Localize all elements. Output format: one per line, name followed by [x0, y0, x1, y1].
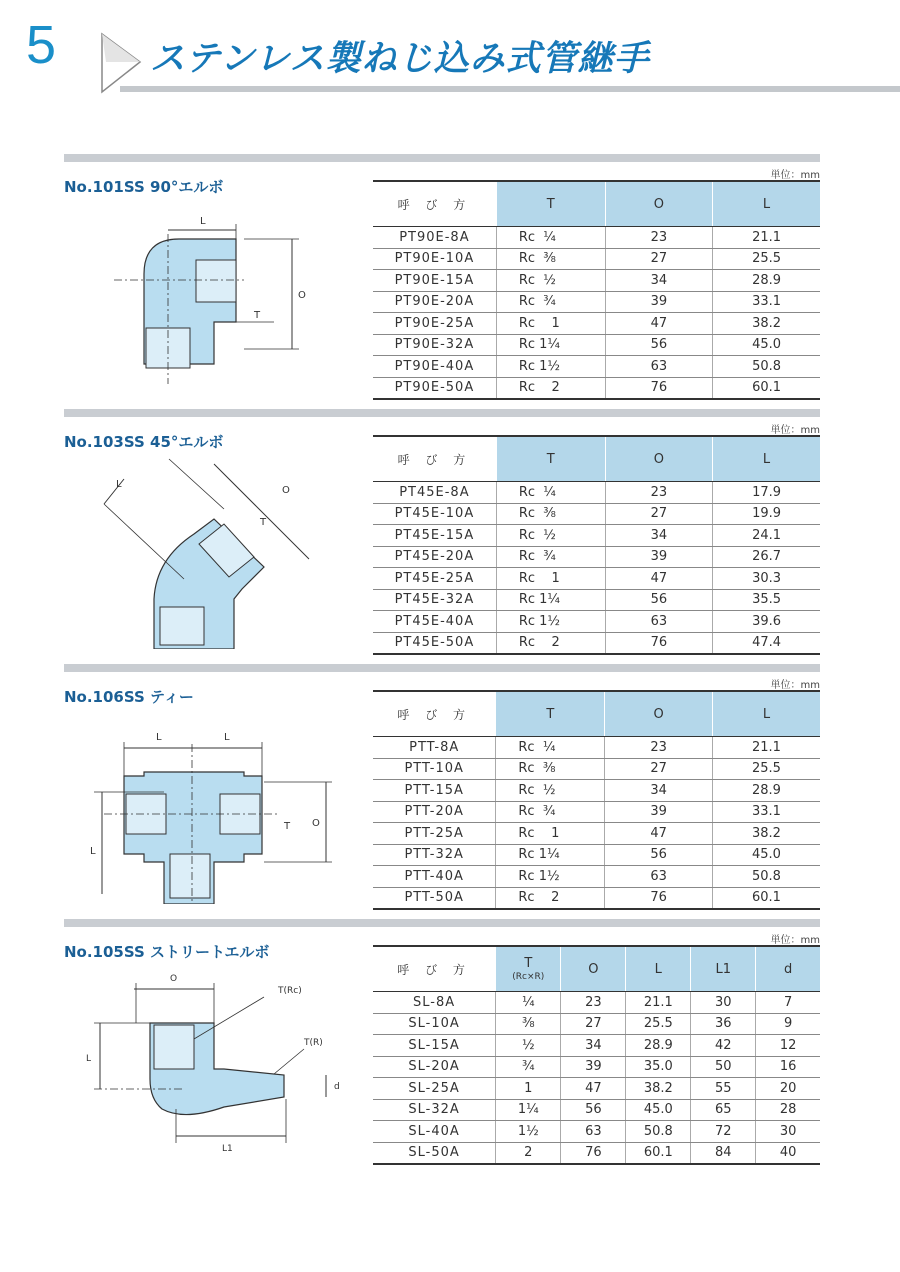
spec-cell: Rc 1 — [496, 823, 605, 845]
spec-cell: Rc 2 — [496, 377, 605, 399]
spec-cell: 33.1 — [713, 291, 820, 313]
spec-cell: 21.1 — [713, 227, 820, 249]
spec-cell: 42 — [691, 1035, 756, 1057]
svg-text:O: O — [312, 818, 320, 829]
part-number-cell: PT45E-10A — [373, 503, 496, 525]
svg-text:L: L — [116, 479, 122, 490]
spec-cell: 1¼ — [496, 1099, 561, 1121]
spec-cell: 50.8 — [713, 356, 820, 378]
table-row — [373, 1013, 820, 1035]
part-number-cell: SL-8A — [373, 992, 496, 1014]
table-row — [373, 1121, 820, 1143]
section-45-elbow — [64, 409, 820, 659]
spec-cell: 28 — [756, 1099, 820, 1121]
part-number-cell: SL-10A — [373, 1013, 496, 1035]
spec-cell: 27 — [605, 248, 713, 270]
spec-cell: 63 — [605, 356, 713, 378]
part-number-cell: PT45E-15A — [373, 525, 496, 547]
part-number-cell: SL-25A — [373, 1078, 496, 1100]
spec-cell: 35.0 — [626, 1056, 691, 1078]
spec-cell: 23 — [605, 227, 713, 249]
spec-cell: Rc ¼ — [496, 227, 605, 249]
unit-label: 単位：mm — [770, 425, 820, 436]
part-number-cell: PT90E-25A — [373, 313, 496, 335]
part-number-cell: PTT-25A — [373, 823, 496, 845]
part-number-cell: PT90E-32A — [373, 334, 496, 356]
spec-cell: Rc 1¼ — [496, 334, 605, 356]
spec-cell: 25.5 — [712, 758, 820, 780]
spec-cell: Rc ⅜ — [496, 758, 605, 780]
svg-text:T: T — [284, 821, 291, 832]
part-number-cell: PTT-20A — [373, 801, 496, 823]
svg-text:L: L — [86, 1054, 92, 1064]
spec-cell: 2 — [496, 1142, 561, 1164]
spec-cell: 63 — [605, 611, 713, 633]
svg-text:O: O — [298, 290, 306, 301]
part-number-cell: PT90E-10A — [373, 248, 496, 270]
spec-cell: 20 — [756, 1078, 820, 1100]
table-row — [373, 525, 820, 547]
part-number-cell: PT45E-20A — [373, 546, 496, 568]
spec-cell: 60.1 — [626, 1142, 691, 1164]
spec-cell: 28.9 — [626, 1035, 691, 1057]
spec-cell: ¼ — [496, 992, 561, 1014]
part-number-cell: PTT-8A — [373, 737, 496, 759]
spec-cell: 84 — [691, 1142, 756, 1164]
spec-cell: Rc 1 — [496, 568, 605, 590]
chapter-number: 5 — [26, 15, 57, 75]
table-row — [373, 844, 820, 866]
spec-cell: 1 — [496, 1078, 561, 1100]
spec-cell: 34 — [605, 780, 713, 802]
table-row — [373, 823, 820, 845]
table-row — [373, 1142, 820, 1164]
part-number-cell: SL-15A — [373, 1035, 496, 1057]
svg-text:d: d — [334, 1082, 340, 1092]
spec-cell: Rc 1¼ — [496, 589, 605, 611]
table-row — [373, 1056, 820, 1078]
spec-cell: 16 — [756, 1056, 820, 1078]
spec-cell: 76 — [605, 377, 713, 399]
spec-cell: Rc 1½ — [496, 356, 605, 378]
spec-cell: 56 — [561, 1099, 626, 1121]
table-row — [373, 546, 820, 568]
spec-cell: Rc 1½ — [496, 866, 605, 888]
section-rule — [64, 409, 820, 417]
spec-cell: Rc ¾ — [496, 801, 605, 823]
spec-cell: 30.3 — [713, 568, 820, 590]
spec-cell: 26.7 — [713, 546, 820, 568]
table-row — [373, 632, 820, 654]
spec-cell: 12 — [756, 1035, 820, 1057]
table-row — [373, 758, 820, 780]
table-row — [373, 248, 820, 270]
spec-cell: 27 — [561, 1013, 626, 1035]
spec-cell: Rc 2 — [496, 887, 605, 909]
svg-text:L: L — [200, 216, 206, 227]
spec-cell: Rc 1¼ — [496, 844, 605, 866]
spec-cell: ⅜ — [496, 1013, 561, 1035]
spec-cell: 36 — [691, 1013, 756, 1035]
spec-cell: 39 — [605, 546, 713, 568]
spec-cell: 7 — [756, 992, 820, 1014]
svg-text:T: T — [260, 517, 267, 528]
spec-cell: 40 — [756, 1142, 820, 1164]
part-number-cell: PT90E-50A — [373, 377, 496, 399]
spec-cell: Rc 1½ — [496, 611, 605, 633]
spec-cell: 56 — [605, 589, 713, 611]
spec-table-45-elbow: 呼 び 方 T O L PT45E-8A Rc ¼ 23 17.9 PT45E-10A Rc ⅜ 27 19.9 PT45E-15A Rc ½ 34 24.1 PT45E-20A Rc ¾ 39 26.7 PT45E-25A Rc 1 47 30.3 PT45E-32A Rc 1¼ 56 35.5 PT45E-40A Rc 1½ 63 39.6 PT45E-50A Rc 2 76 47.4 — [373, 435, 820, 655]
spec-cell: Rc 1 — [496, 313, 605, 335]
spec-cell: 63 — [561, 1121, 626, 1143]
spec-cell: Rc ¼ — [496, 737, 605, 759]
section-title: No.105SS ストリートエルボ — [64, 943, 270, 961]
street-elbow-diagram — [64, 959, 364, 1159]
table-row — [373, 801, 820, 823]
spec-table-street-elbow: 呼 び 方 T (Rc×R) O L L1 d SL-8A ¼ 23 21.1 30 7 SL-10A ⅜ 27 25.5 36 9 SL-15A ½ 34 28.9 42 12 SL-20A ¾ 39 35.0 50 16 SL-25A 1 47 38.2 55 20 SL-32A 1¼ 56 45.0 65 28 SL-40A 1½ 63 50.8 72 30 SL-50A 2 76 60.1 84 40 — [373, 945, 820, 1165]
spec-cell: 25.5 — [713, 248, 820, 270]
part-number-cell: SL-20A — [373, 1056, 496, 1078]
spec-cell: 60.1 — [712, 887, 820, 909]
section-title: No.103SS 45°エルボ — [64, 433, 224, 451]
part-number-cell: PTT-10A — [373, 758, 496, 780]
part-number-cell: PT90E-8A — [373, 227, 496, 249]
spec-cell: 50.8 — [626, 1121, 691, 1143]
table-row — [373, 992, 820, 1014]
svg-text:T(R): T(R) — [304, 1038, 323, 1048]
spec-cell: 45.0 — [626, 1099, 691, 1121]
part-number-cell: PTT-32A — [373, 844, 496, 866]
part-number-cell: PT45E-25A — [373, 568, 496, 590]
spec-cell: 23 — [605, 482, 713, 504]
table-row — [373, 482, 820, 504]
spec-cell: 28.9 — [713, 270, 820, 292]
spec-cell: Rc ⅜ — [496, 503, 605, 525]
svg-text:T(Rc): T(Rc) — [278, 986, 302, 996]
spec-cell: Rc 2 — [496, 632, 605, 654]
page-title: ステンレス製ねじ込み式管継手 — [150, 39, 650, 79]
table-row — [373, 866, 820, 888]
svg-text:O: O — [282, 485, 290, 496]
section-tee — [64, 664, 820, 914]
table-row — [373, 737, 820, 759]
spec-cell: 47 — [605, 313, 713, 335]
spec-table-tee: 呼 び 方 T O L PTT-8A Rc ¼ 23 21.1 PTT-10A Rc ⅜ 27 25.5 PTT-15A Rc ½ 34 28.9 PTT-20A Rc ¾ 39 33.1 PTT-25A Rc 1 47 38.2 PTT-32A Rc 1¼ 56 45.0 PTT-40A Rc 1½ 63 50.8 PTT-50A Rc 2 76 60.1 — [373, 690, 820, 910]
spec-cell: 47 — [605, 823, 713, 845]
spec-cell: 34 — [605, 270, 713, 292]
spec-cell: ¾ — [496, 1056, 561, 1078]
spec-cell: 27 — [605, 758, 713, 780]
part-number-cell: SL-50A — [373, 1142, 496, 1164]
spec-cell: 60.1 — [713, 377, 820, 399]
spec-cell: 45.0 — [712, 844, 820, 866]
spec-cell: Rc ¼ — [496, 482, 605, 504]
elbow-90-diagram — [64, 194, 364, 394]
spec-cell: 23 — [561, 992, 626, 1014]
spec-cell: 24.1 — [713, 525, 820, 547]
section-rule — [64, 154, 820, 162]
spec-cell: 34 — [605, 525, 713, 547]
svg-text:L1: L1 — [222, 1144, 233, 1154]
part-number-cell: PTT-15A — [373, 780, 496, 802]
table-row — [373, 780, 820, 802]
spec-cell: 1½ — [496, 1121, 561, 1143]
spec-cell: 76 — [605, 887, 713, 909]
unit-label: 単位：mm — [770, 935, 820, 946]
spec-cell: 38.2 — [626, 1078, 691, 1100]
table-row — [373, 377, 820, 399]
section-street-elbow — [64, 919, 820, 1169]
section-rule — [64, 664, 820, 672]
svg-text:O: O — [170, 974, 178, 984]
section-90-elbow — [64, 154, 820, 404]
spec-cell: 47 — [561, 1078, 626, 1100]
spec-cell: 76 — [561, 1142, 626, 1164]
spec-cell: 35.5 — [713, 589, 820, 611]
spec-cell: Rc ½ — [496, 525, 605, 547]
table-row — [373, 611, 820, 633]
section-title: No.106SS ティー — [64, 688, 194, 706]
unit-label: 単位：mm — [770, 170, 820, 181]
svg-text:L: L — [90, 846, 96, 857]
spec-cell: 39 — [605, 291, 713, 313]
spec-cell: 56 — [605, 844, 713, 866]
table-row — [373, 227, 820, 249]
spec-table-90-elbow: 呼 び 方 T O L PT90E-8A Rc ¼ 23 21.1 PT90E-10A Rc ⅜ 27 25.5 PT90E-15A Rc ½ 34 28.9 PT90E-20A Rc ¾ 39 33.1 PT90E-25A Rc 1 47 38.2 PT90E-32A Rc 1¼ 56 45.0 PT90E-40A Rc 1½ 63 50.8 PT90E-50A Rc 2 76 60.1 — [373, 180, 820, 400]
part-number-cell: PTT-40A — [373, 866, 496, 888]
spec-cell: 76 — [605, 632, 713, 654]
part-number-cell: PT45E-50A — [373, 632, 496, 654]
spec-cell: 28.9 — [712, 780, 820, 802]
spec-cell: 9 — [756, 1013, 820, 1035]
spec-cell: 72 — [691, 1121, 756, 1143]
table-row — [373, 887, 820, 909]
spec-cell: 47 — [605, 568, 713, 590]
spec-cell: 63 — [605, 866, 713, 888]
spec-cell: 21.1 — [626, 992, 691, 1014]
spec-cell: 23 — [605, 737, 713, 759]
spec-cell: 25.5 — [626, 1013, 691, 1035]
spec-cell: 34 — [561, 1035, 626, 1057]
spec-cell: 47.4 — [713, 632, 820, 654]
spec-cell: 56 — [605, 334, 713, 356]
spec-cell: Rc ½ — [496, 270, 605, 292]
spec-cell: 38.2 — [713, 313, 820, 335]
spec-cell: 39.6 — [713, 611, 820, 633]
table-row — [373, 1099, 820, 1121]
table-row — [373, 589, 820, 611]
spec-cell: 27 — [605, 503, 713, 525]
spec-cell: Rc ⅜ — [496, 248, 605, 270]
spec-cell: 17.9 — [713, 482, 820, 504]
spec-cell: 55 — [691, 1078, 756, 1100]
table-row — [373, 291, 820, 313]
table-row — [373, 503, 820, 525]
part-number-cell: PT90E-20A — [373, 291, 496, 313]
part-number-cell: PT45E-8A — [373, 482, 496, 504]
spec-cell: 65 — [691, 1099, 756, 1121]
section-rule — [64, 919, 820, 927]
section-title: No.101SS 90°エルボ — [64, 178, 224, 196]
spec-cell: 19.9 — [713, 503, 820, 525]
part-number-cell: SL-40A — [373, 1121, 496, 1143]
unit-label: 単位：mm — [770, 680, 820, 691]
table-row — [373, 568, 820, 590]
spec-cell: 39 — [561, 1056, 626, 1078]
spec-cell: 30 — [756, 1121, 820, 1143]
table-row — [373, 270, 820, 292]
part-number-cell: PT45E-32A — [373, 589, 496, 611]
table-row — [373, 334, 820, 356]
table-row — [373, 1035, 820, 1057]
spec-cell: Rc ½ — [496, 780, 605, 802]
part-number-cell: PT90E-15A — [373, 270, 496, 292]
spec-cell: 39 — [605, 801, 713, 823]
svg-text:L: L — [224, 732, 230, 743]
spec-cell: 45.0 — [713, 334, 820, 356]
table-row — [373, 313, 820, 335]
spec-cell: 33.1 — [712, 801, 820, 823]
table-row — [373, 356, 820, 378]
spec-cell: Rc ¾ — [496, 291, 605, 313]
spec-cell: 50.8 — [712, 866, 820, 888]
table-row — [373, 1078, 820, 1100]
part-number-cell: PT90E-40A — [373, 356, 496, 378]
elbow-45-diagram — [64, 449, 364, 649]
spec-cell: 30 — [691, 992, 756, 1014]
spec-cell: ½ — [496, 1035, 561, 1057]
svg-text:T: T — [254, 310, 261, 321]
part-number-cell: SL-32A — [373, 1099, 496, 1121]
spec-cell: 38.2 — [712, 823, 820, 845]
part-number-cell: PT45E-40A — [373, 611, 496, 633]
spec-cell: Rc ¾ — [496, 546, 605, 568]
svg-text:L: L — [156, 732, 162, 743]
tee-diagram — [64, 704, 364, 904]
part-number-cell: PTT-50A — [373, 887, 496, 909]
spec-cell: 21.1 — [712, 737, 820, 759]
spec-cell: 50 — [691, 1056, 756, 1078]
